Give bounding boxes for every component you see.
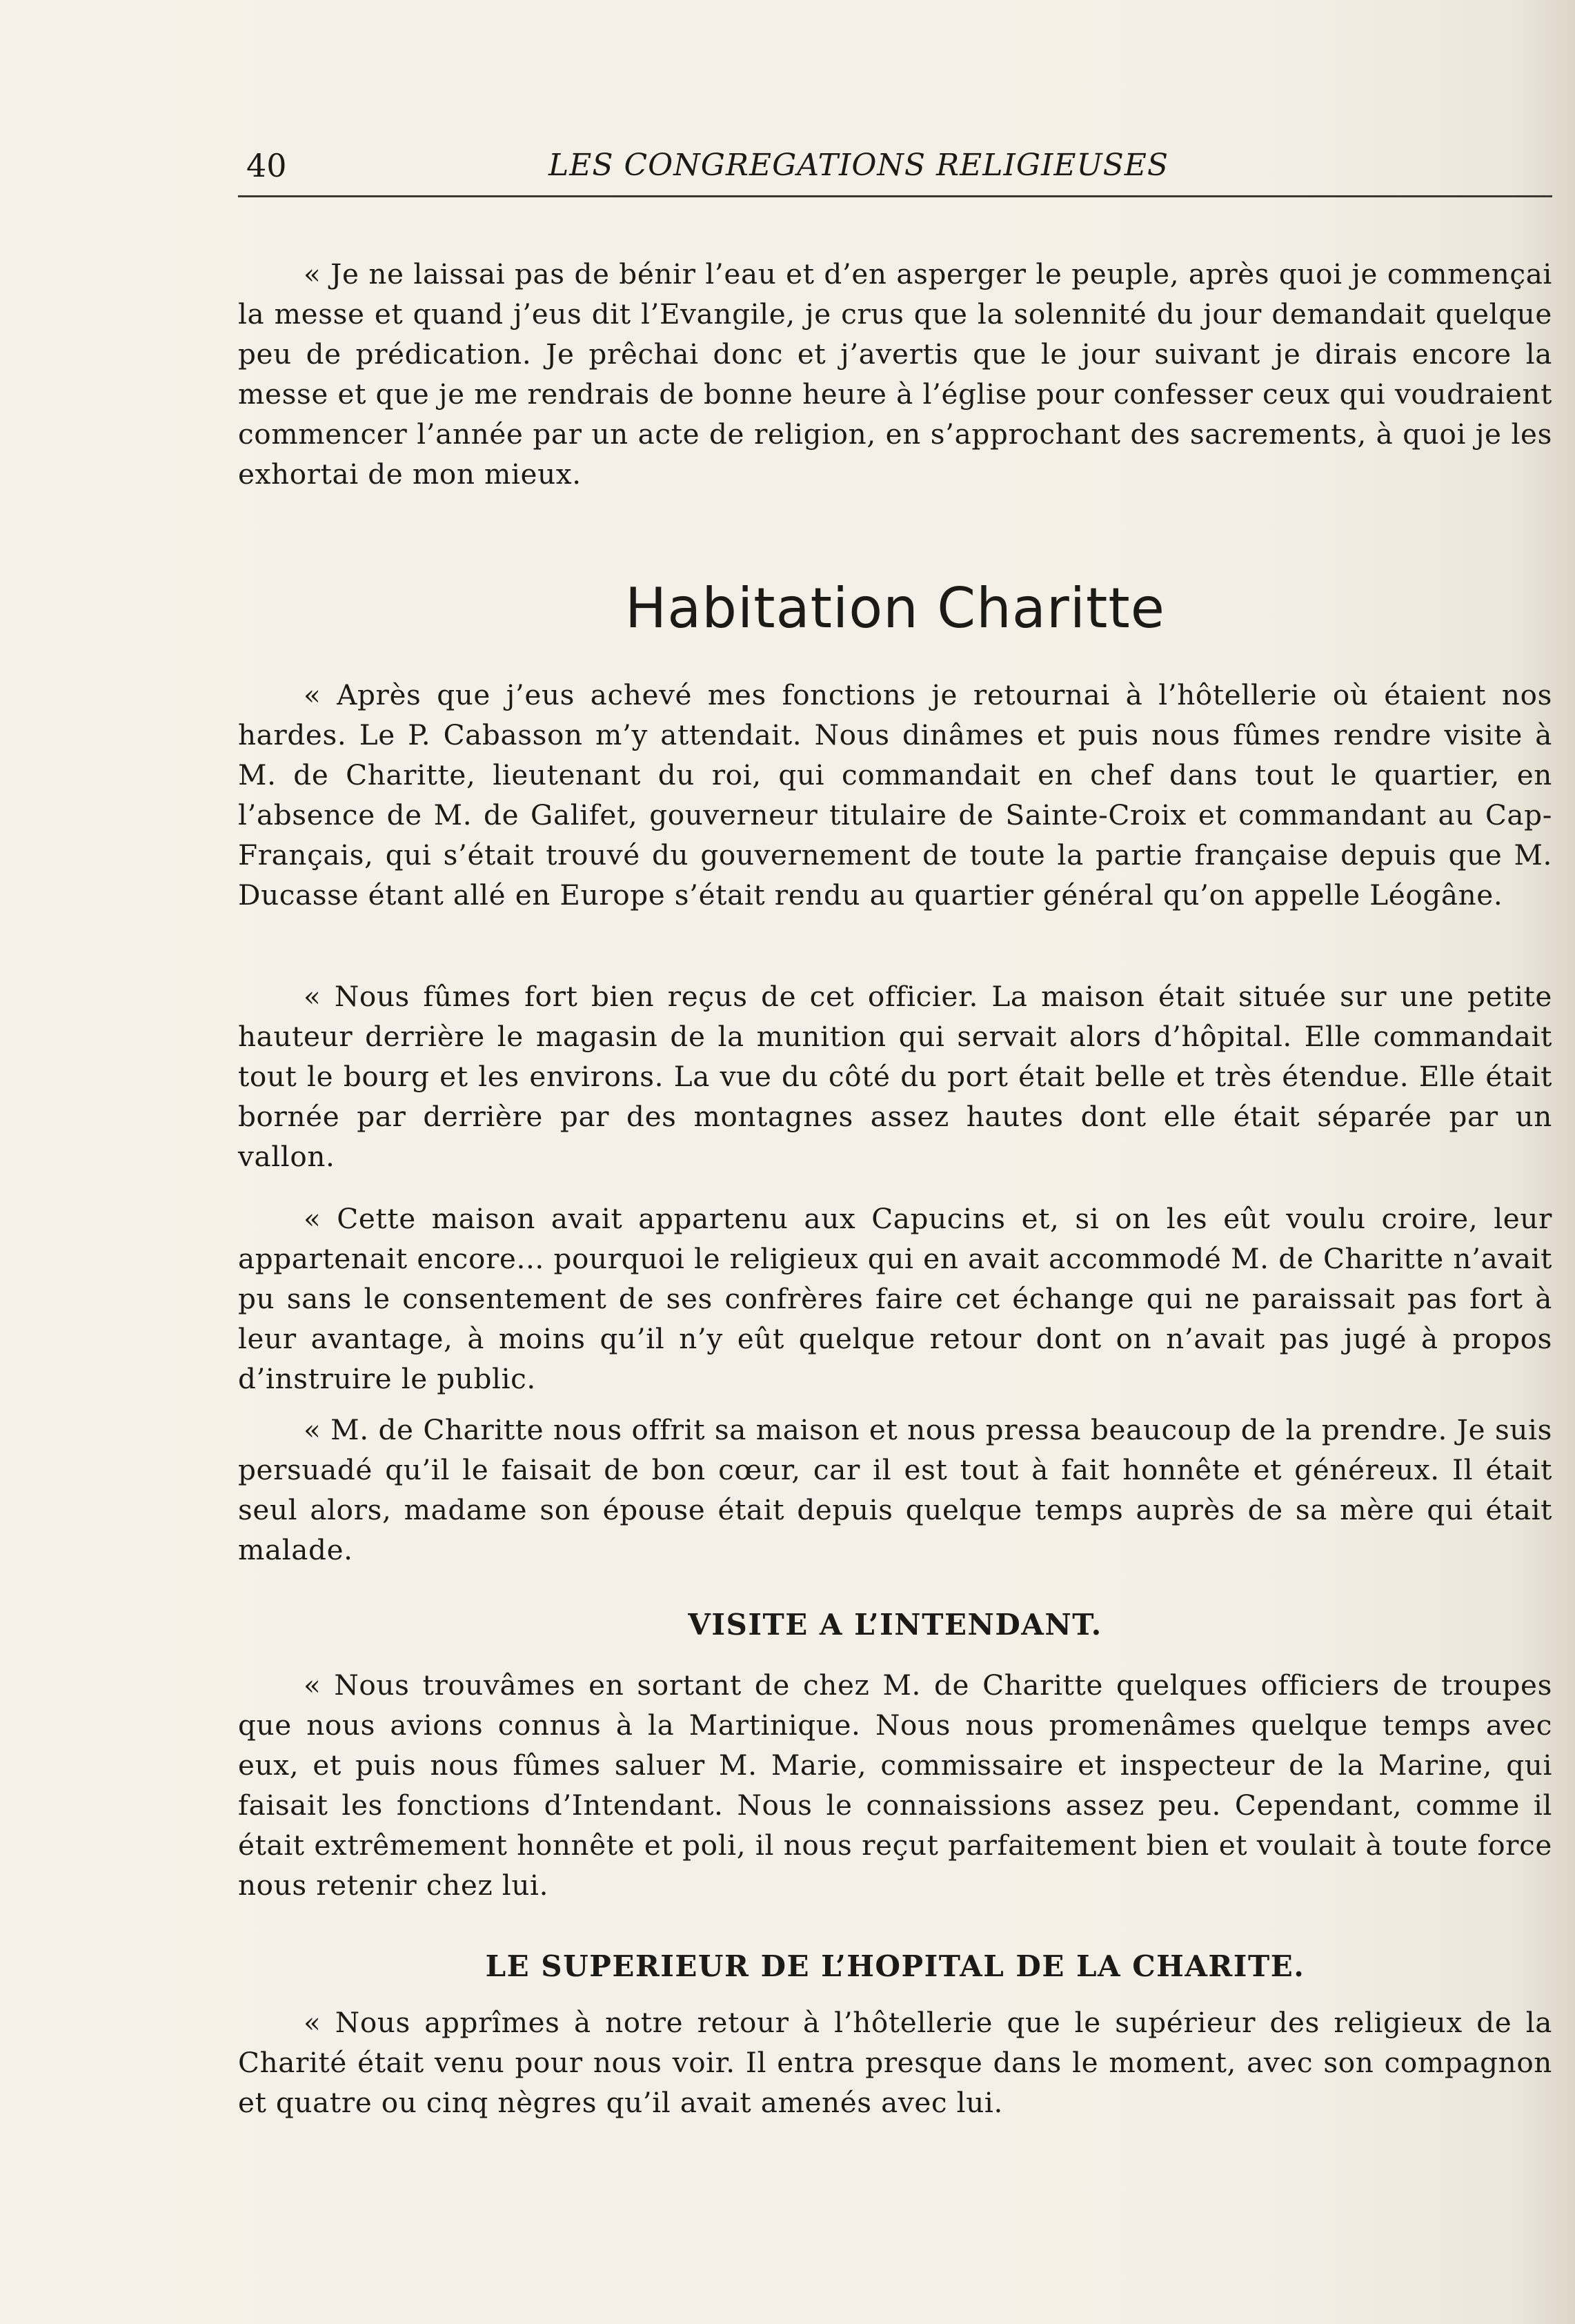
subheading-2-block [238,1946,1552,1987]
paragraph-2-block [238,675,1552,915]
page-header [238,145,1552,193]
paragraph-4: « Cette maison avait appartenu aux Capucins et, si on les eût voulu croire, leur appartenait encore... pourquoi le religieux qui en avait accommodé M. de Charitte n’avait pu sans le consentement de ses confrères faire cet échange qui ne paraissait pas fort à leur avantage, à moins qu’il n’y eût quelque retour dont on n’avait pas jugé à propos d’instruire le public. [238,1202,1552,1395]
paragraph-6: « Nous trouvâmes en sortant de chez M. de Charitte quelques officiers de troupes que nous avions connus à la Martinique. Nous nous promenâmes quelque temps avec eux, et puis nous fûmes saluer M. Marie, commissaire et inspecteur de la Marine, qui faisait les fonctions d’Intendant. Nous le connaissions assez peu. Cependant, comme il était extrêmement honnête et poli, il nous reçut parfaitement bien et voulait à toute force nous retenir chez lui. [238,1668,1552,1902]
subheading-superieur-hopital: LE SUPERIEUR DE L’HOPITAL DE LA CHARITE. [485,1949,1305,1983]
paragraph-3: « Nous fûmes fort bien reçus de cet officier. La maison était située sur une petite hauteur derrière le magasin de la munition qui servait alors d’hôpital. Elle commandait tout le bourg et les environs. La vue du côté du port était belle et très étendue. Elle était bornée par derrière par des montagnes assez hautes dont elle était séparée par un vallon. [238,980,1552,1173]
page-number: 40 [246,147,287,184]
paragraph-6-block [238,1665,1552,1905]
paragraph-1: « Je ne laissai pas de bénir l’eau et d’en asperger le peuple, après quoi je commençai la messe et quand j’eus dit l’Evangile, je crus que la solennité du jour demandait quelque peu de prédication. Je prêchai donc et j’avertis que le jour suivant je dirais encore la messe et que je me rendrais de bonne heure à l’église pour confesser ceux qui voudraient commencer l’année par un acte de religion, en s’approchant des sacrements, à quoi je les exhortai de mon mieux. [238,257,1552,491]
paragraph-4-block [238,1199,1552,1399]
running-title: LES CONGREGATIONS RELIGIEUSES [548,148,1169,183]
subheading-1-block [238,1604,1552,1646]
paragraph-7: « Nous apprîmes à notre retour à l’hôtellerie que le supérieur des religieux de la Charité était venu pour nous voir. Il entra presque dans le moment, avec son compagnon et quatre ou cinq nègres qu’il avait amenés avec lui. [238,2006,1552,2119]
subheading-visite-intendant: VISITE A L’INTENDANT. [688,1608,1102,1642]
section-heading-block [238,574,1552,643]
paragraph-5: « M. de Charitte nous offrit sa maison et nous pressa beaucoup de la prendre. Je suis persuadé qu’il le faisait de bon cœur, car il est tout à fait honnête et généreux. Il était seul alors, madame son épouse était depuis quelque temps auprès de sa mère qui était malade. [238,1413,1552,1566]
paragraph-2: « Après que j’eus achevé mes fonctions je retournai à l’hôtellerie où étaient nos hardes. Le P. Cabasson m’y attendait. Nous dinâmes et puis nous fûmes rendre visite à M. de Charitte, lieutenant du roi, qui commandait en chef dans tout le quartier, en l’absence de M. de Galifet, gouverneur titulaire de Sainte-Croix et commandant au Cap-Français, qui s’était trouvé du gouvernement de toute la partie française depuis que M. Ducasse étant allé en Europe s’était rendu au quartier général qu’on appelle Léogâne. [238,678,1552,912]
paragraph-3-block [238,976,1552,1176]
paragraph-1-block [238,254,1552,494]
paragraph-7-block [238,2002,1552,2123]
header-rule [238,195,1552,197]
paragraph-5-block [238,1410,1552,1570]
section-heading-habitation-charitte: Habitation Charitte [625,576,1165,640]
